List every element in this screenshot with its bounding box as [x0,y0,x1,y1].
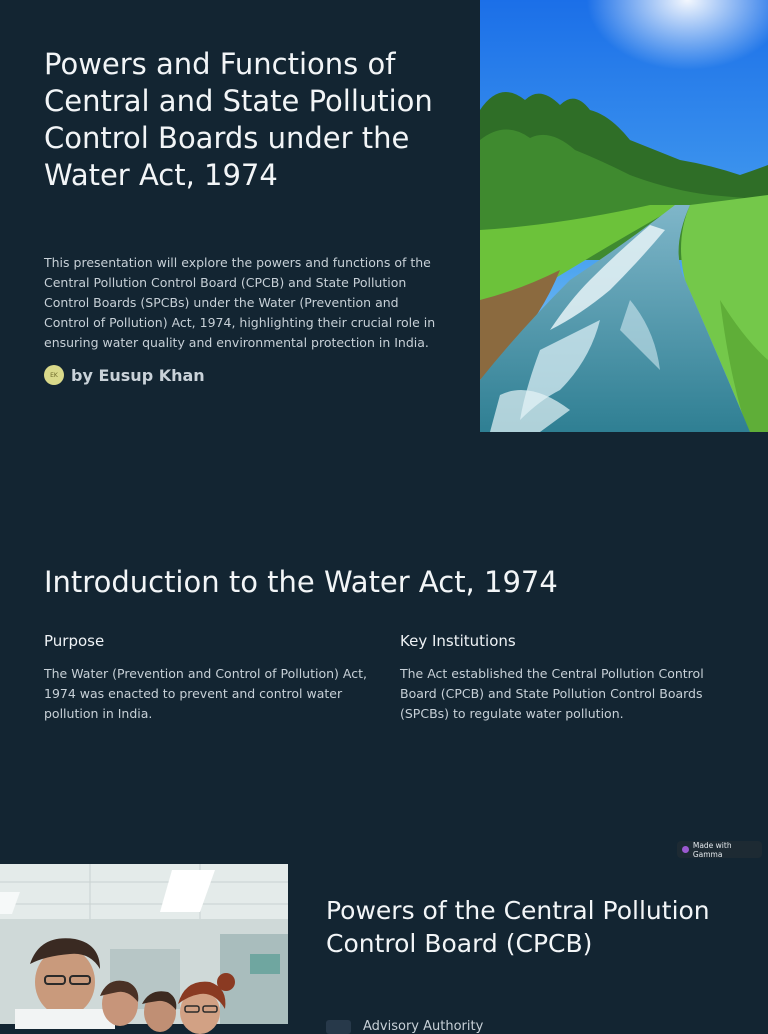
purpose-column [44,630,374,724]
author-name: by Eusup Khan [71,365,205,385]
key-institutions-column [400,630,730,724]
key-institutions-heading: Key Institutions [400,632,516,650]
author-line [44,365,205,385]
title-block [44,46,444,194]
list-item-marker [326,1020,351,1034]
list-item [326,1019,483,1034]
avatar: EK [44,365,64,385]
gamma-logo-icon [682,846,689,853]
badge-label: Made with Gamma [692,840,732,859]
slide-title [0,0,768,432]
slide-introduction [0,432,768,864]
slide-cpcb-powers [0,864,768,1034]
river-illustration [480,0,768,432]
lab-illustration [0,864,288,1024]
list-item-label: Advisory Authority [363,1019,484,1034]
purpose-body: The Water (Prevention and Control of Pollution) Act, 1974 was enacted to prevent and control water pollution in India. [44,666,367,721]
river-image [480,0,768,432]
key-institutions-body: The Act established the Central Pollution Control Board (CPCB) and State Pollution Control Boards (SPCBs) to regulate water pollution. [400,666,704,721]
cpcb-powers-title: Powers of the Central Pollution Control Board (CPCB) [326,896,710,958]
purpose-heading: Purpose [44,632,105,650]
introduction-title: Introduction to the Water Act, 1974 [44,565,558,599]
lab-scientists-image [0,864,288,1024]
presentation-description: This presentation will explore the powers and functions of the Central Pollution Control Board (CPCB) and State Pollution Control Boards (SPCBs) under the Water (Prevention and Control of Pollution) Act, 1974, highlighting their crucial role in ensuring water quality and environmental protection in India. [44,255,436,350]
presentation-title: Powers and Functions of Central and State Pollution Control Boards under the Water Act, 1974 [44,47,433,192]
made-with-gamma-badge[interactable] [677,841,762,858]
